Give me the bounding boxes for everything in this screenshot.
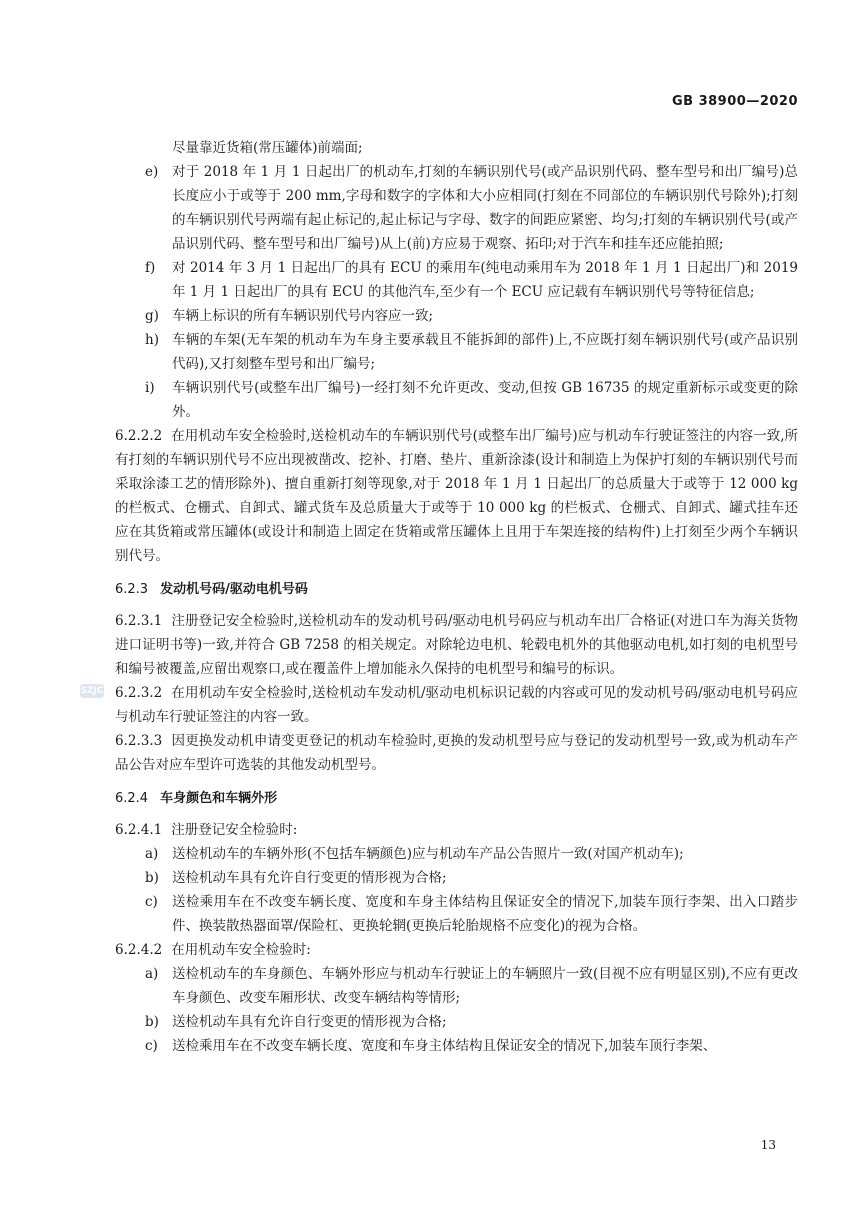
list-label: b) bbox=[145, 870, 159, 886]
list-text: 送检机动车具有允许自行变更的情形视为合格; bbox=[172, 870, 447, 886]
list-text: 对于 2018 年 1 月 1 日起出厂的机动车,打刻的车辆识别代号(或产品识别代码、整车型号和出厂编号)总长度应小于或等于 200 mm,字母和数字的字体和大小应相同(打刻在不同部位的车辆识别代号除外);打刻的车辆识别代号两端有起止标记的,起止标记与字母、数字的间距应紧密、均匀;打刻的车辆识别代号(或产品识别代码、整车型号和出厂编号)从上(前)方应易于观察、拓印;对于汽车和挂车还应能拍照; bbox=[172, 164, 798, 252]
clause-number: 6.2.4.2 bbox=[115, 942, 163, 958]
clause-text: 在用机动车安全检验时,送检机动车的车辆识别代号(或整车出厂编号)应与机动车行驶证签注的内容一致,所有打刻的车辆识别代号不应出现被凿改、挖补、打磨、垫片、重新涂漆(设计和制造上为保护打刻的车辆识别代号而采取涂漆工艺的情形除外)、擅自重新打刻等现象,对于 2018 年 1 月 1 日起出厂的总质量大于或等于 12 000 kg 的栏板式、仓栅式、自卸式、罐式货车及总质量大于或等于 10 000 kg 的栏板式、仓栅式、自卸式、罐式挂车还应在其货箱或常压罐体(或设计和制造上固定在货箱或常压罐体上且用于车架连接的结构件)上打刻至少两个车辆识别代号。 bbox=[115, 428, 798, 564]
clause-text: 注册登记安全检验时: bbox=[171, 822, 298, 838]
clause-6-2-3-1 bbox=[115, 609, 798, 681]
list-item bbox=[115, 1034, 798, 1058]
list-text: 车辆的车架(无车架的机动车为车身主要承载且不能拆卸的部件)上,不应既打刻车辆识别代号(或产品识别代码),又打刻整车型号和出厂编号; bbox=[172, 332, 798, 372]
list-item bbox=[115, 1010, 798, 1034]
standard-id: GB 38900—2020 bbox=[671, 94, 798, 109]
list-label: c) bbox=[145, 894, 158, 910]
clause-text: 在用机动车安全检验时,送检机动车发动机/驱动电机标识记载的内容或可见的发动机号码/驱动电机号码应与机动车行驶证签注的内容一致。 bbox=[115, 685, 798, 725]
clause-number: 6.2.3.3 bbox=[115, 733, 163, 749]
page-number: 13 bbox=[760, 1138, 776, 1152]
list-label: e) bbox=[145, 164, 159, 180]
list-label: f) bbox=[145, 260, 156, 276]
list-text: 对 2014 年 3 月 1 日起出厂的具有 ECU 的乘用车(纯电动乘用车为 2018 年 1 月 1 日起出厂)和 2019 年 1 月 1 日起出厂的具有 ECU 的其他汽车,至少有一个 ECU 应记载有车辆识别代号等特征信息; bbox=[172, 260, 798, 300]
list-label: c) bbox=[145, 1038, 158, 1054]
section-heading-6-2-3 bbox=[115, 578, 798, 602]
clause-6-2-4-1 bbox=[115, 818, 798, 842]
list-item bbox=[115, 890, 798, 938]
list-text: 送检机动车的车身颜色、车辆外形应与机动车行驶证上的车辆照片一致(目视不应有明显区别),不应有更改车身颜色、改变车厢形状、改变车辆结构等情形; bbox=[172, 966, 798, 1006]
list-text: 送检机动车具有允许自行变更的情形视为合格; bbox=[172, 1014, 447, 1030]
list-item bbox=[115, 376, 798, 424]
clause-number: 6.2.2.2 bbox=[115, 428, 163, 444]
list-label: b) bbox=[145, 1014, 159, 1030]
clause-6-2-4-2 bbox=[115, 938, 798, 962]
section-number: 6.2.3 bbox=[115, 582, 149, 597]
clause-text: 在用机动车安全检验时: bbox=[171, 942, 311, 958]
list-label: h) bbox=[145, 332, 159, 348]
clause-number: 6.2.4.1 bbox=[115, 822, 163, 838]
section-number: 6.2.4 bbox=[115, 791, 149, 806]
continuation-text: 尽量靠近货箱(常压罐体)前端面; bbox=[172, 140, 363, 156]
list-text: 送检乘用车在不改变车辆长度、宽度和车身主体结构且保证安全的情况下,加装车顶行李架、 bbox=[172, 1038, 717, 1054]
list-text: 送检机动车的车辆外形(不包括车辆颜色)应与机动车产品公告照片一致(对国产机动车); bbox=[172, 846, 684, 862]
clause-6-2-3-3 bbox=[115, 729, 798, 777]
list-label: a) bbox=[145, 846, 159, 862]
list-text: 送检乘用车在不改变车辆长度、宽度和车身主体结构且保证安全的情况下,加装车顶行李架、出入口踏步件、换装散热器面罩/保险杠、更换轮辋(更换后轮胎规格不应变化)的视为合格。 bbox=[172, 894, 798, 934]
list-item bbox=[115, 256, 798, 304]
list-label: a) bbox=[145, 966, 159, 982]
list-item bbox=[115, 842, 798, 866]
section-heading-6-2-4 bbox=[115, 787, 798, 811]
clause-6-2-2-2 bbox=[115, 424, 798, 568]
clause-6-2-3-2 bbox=[115, 681, 798, 729]
list-item bbox=[115, 328, 798, 376]
list-label: i) bbox=[145, 380, 155, 396]
list-label: g) bbox=[145, 308, 159, 324]
section-title: 车身颜色和车辆外形 bbox=[160, 791, 278, 806]
watermark-logo: SZJC bbox=[80, 686, 104, 696]
document-body bbox=[115, 136, 798, 1058]
section-title: 发动机号码/驱动电机号码 bbox=[160, 582, 308, 597]
clause-text: 因更换发动机申请变更登记的机动车检验时,更换的发动机型号应与登记的发动机型号一致,或为机动车产品公告对应车型许可选装的其他发动机型号。 bbox=[115, 733, 798, 773]
list-item bbox=[115, 304, 798, 328]
list-item bbox=[115, 160, 798, 256]
clause-text: 注册登记安全检验时,送检机动车的发动机号码/驱动电机号码应与机动车出厂合格证(对进口车为海关货物进口证明书等)一致,并符合 GB 7258 的相关规定。对除轮边电机、轮毂电机外的其他驱动电机,如打刻的电机型号和编号被覆盖,应留出观察口,或在覆盖件上增加能永久保持的电机型号和编号的标识。 bbox=[115, 613, 798, 677]
clause-number: 6.2.3.2 bbox=[115, 685, 163, 701]
list-text: 车辆上标识的所有车辆识别代号内容应一致; bbox=[172, 308, 434, 324]
clause-number: 6.2.3.1 bbox=[115, 613, 163, 629]
list-item bbox=[115, 962, 798, 1010]
list-text: 车辆识别代号(或整车出厂编号)一经打刻不允许更改、变动,但按 GB 16735 的规定重新标示或变更的除外。 bbox=[172, 380, 798, 420]
list-item bbox=[115, 866, 798, 890]
